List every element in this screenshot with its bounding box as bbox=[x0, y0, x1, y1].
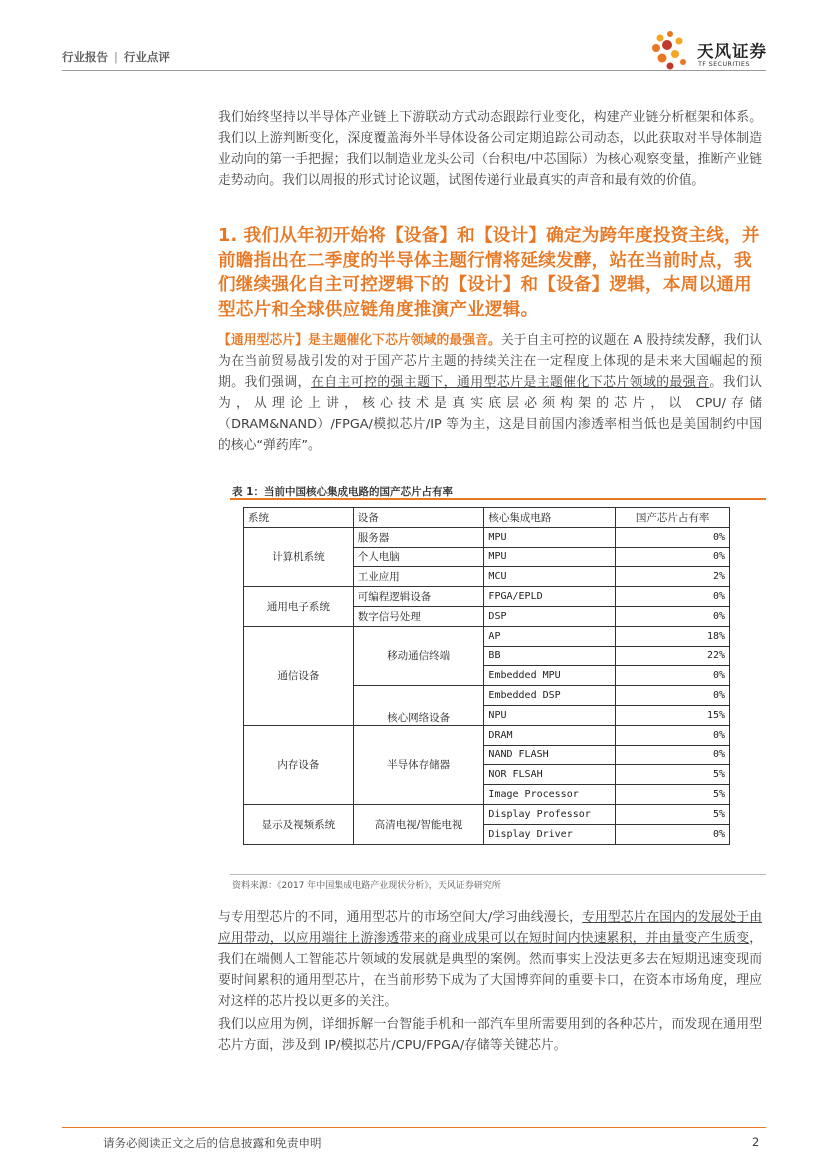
cell-share: 0% bbox=[616, 666, 730, 686]
cell-share: 0% bbox=[616, 725, 730, 745]
cell-device: 个人电脑 bbox=[353, 547, 484, 567]
cell-chip: MPU bbox=[484, 527, 616, 547]
paragraph-lead: 【通用型芯片】是主题催化下芯片领域的最强音。 bbox=[218, 333, 501, 348]
table-header-row bbox=[244, 508, 730, 528]
table-row bbox=[244, 527, 730, 547]
cell-share: 0% bbox=[616, 745, 730, 765]
th-device: 设备 bbox=[353, 508, 484, 528]
cell-chip: MPU bbox=[484, 547, 616, 567]
cell-share: 18% bbox=[616, 626, 730, 646]
cell-share: 15% bbox=[616, 705, 730, 725]
header-divider bbox=[62, 70, 766, 71]
cell-chip: BB bbox=[484, 646, 616, 666]
cell-share: 2% bbox=[616, 567, 730, 587]
cell-device: 高清电视/智能电视 bbox=[353, 804, 484, 844]
table-caption-rule bbox=[230, 498, 766, 500]
paragraph-text: 关于自主可控的议题在 A 股持续发酵，我们认为在当前贸易战引发的对于国产芯片主题的持续关注在一定程度上体现的是未来大国崛起的预期。我们强调， bbox=[218, 333, 763, 390]
header-separator: | bbox=[114, 50, 118, 64]
logo-subtitle: TF SECURITIES bbox=[698, 60, 750, 68]
cell-share: 0% bbox=[616, 587, 730, 607]
intro-paragraph: 我们始终坚持以半导体产业链上下游联动方式动态跟踪行业变化，构建产业链分析框架和体系。我们以上游判断变化，深度覆盖海外半导体设备公司定期追踪公司动态，以此获取对半导体制造业动向的第一手把握；我们以制造业龙头公司（台积电/中芯国际）为核心观察变量，推断产业链走势动向。我们以周报的形式讨论议题，试图传递行业最真实的声音和最有效的价值。 bbox=[218, 110, 762, 188]
underlined-emphasis: 在自主可控的强主题下，通用型芯片是主题催化下芯片领域的最强音 bbox=[310, 375, 710, 390]
chip-share-table bbox=[243, 507, 730, 845]
th-chip: 核心集成电路 bbox=[484, 508, 616, 528]
cell-share: 5% bbox=[616, 804, 730, 824]
cell-chip: DRAM bbox=[484, 725, 616, 745]
th-system: 系统 bbox=[244, 508, 354, 528]
cell-chip: Display Driver bbox=[484, 824, 616, 844]
cell-share: 5% bbox=[616, 785, 730, 805]
cell-system: 内存设备 bbox=[244, 725, 354, 804]
cell-share: 0% bbox=[616, 547, 730, 567]
header-report-type: 行业报告 bbox=[62, 50, 108, 64]
table-row bbox=[244, 725, 730, 745]
cell-share: 0% bbox=[616, 686, 730, 706]
cell-share: 0% bbox=[616, 606, 730, 626]
paragraph-general-chips bbox=[218, 330, 762, 456]
cell-chip: Image Processor bbox=[484, 785, 616, 805]
cell-chip: FPGA/EPLD bbox=[484, 587, 616, 607]
cell-device: 数字信号处理 bbox=[353, 606, 484, 626]
paragraph-application: 我们以应用为例，详细拆解一台智能手机和一部汽车里所需要用到的各种芯片，而发现在通用型芯片方面，涉及到 IP/模拟芯片/CPU/FPGA/存储等关键芯片。 bbox=[218, 1017, 762, 1053]
cell-system: 计算机系统 bbox=[244, 527, 354, 586]
cell-chip: Embedded DSP bbox=[484, 686, 616, 706]
table-caption: 表 1：当前中国核心集成电路的国产芯片占有率 bbox=[232, 486, 453, 498]
cell-device: 工业应用 bbox=[353, 567, 484, 587]
cell-system: 显示及视频系统 bbox=[244, 804, 354, 844]
page-number: 2 bbox=[752, 1135, 760, 1149]
th-share: 国产芯片占有率 bbox=[616, 508, 730, 528]
cell-device: 核心网络设备 bbox=[353, 686, 484, 726]
cell-chip: MCU bbox=[484, 567, 616, 587]
cell-share: 0% bbox=[616, 527, 730, 547]
cell-system: 通信设备 bbox=[244, 626, 354, 725]
table-row bbox=[244, 587, 730, 607]
cell-share: 5% bbox=[616, 765, 730, 785]
table-source-rule bbox=[230, 874, 766, 875]
footer-disclaimer: 请务必阅读正文之后的信息披露和免责申明 bbox=[103, 1136, 322, 1150]
paragraph-text: ，我们在端侧人工智能芯片领域的发展就是典型的案例。然而事实上没法更多去在短期迅速变现而要时间累积的通用型芯片，在当前形势下成为了大国博弈间的重要卡口，在资本市场角度，理应对这样的芯片投以更多的关注。 bbox=[218, 931, 762, 1009]
cell-chip: Embedded MPU bbox=[484, 666, 616, 686]
paragraph-text: 与专用型芯片的不同，通用型芯片的市场空间大/学习曲线漫长， bbox=[218, 910, 583, 925]
header-report-subtype: 行业点评 bbox=[123, 50, 170, 64]
cell-device: 服务器 bbox=[353, 527, 484, 547]
paragraph-special-chips bbox=[218, 907, 762, 1012]
cell-chip: DSP bbox=[484, 606, 616, 626]
table-row bbox=[244, 626, 730, 646]
table-source: 资料来源：《2017 年中国集成电路产业现状分析》，天风证券研究所 bbox=[232, 881, 501, 891]
logo-name: 天风证券 bbox=[697, 42, 767, 61]
footer-divider bbox=[62, 1127, 766, 1128]
section-heading: 1. 我们从年初开始将【设备】和【设计】确定为跨年度投资主线，并前瞻指出在二季度的半导体主题行情将延续发酵，站在当前时点，我们继续强化自主可控逻辑下的【设计】和【设备】逻辑，本周以通用型芯片和全球供应链角度推演产业逻辑。 bbox=[218, 226, 760, 320]
cell-share: 0% bbox=[616, 824, 730, 844]
table-row bbox=[244, 804, 730, 824]
underlined-emphasis: 专用型芯片在国内的发展处于由应用带动，以应用端往上游渗透带来的商业成果可以在短时间内快速累积，并由量变产生质变 bbox=[218, 910, 762, 946]
cell-device: 可编程逻辑设备 bbox=[353, 587, 484, 607]
header-breadcrumb bbox=[62, 49, 170, 65]
cell-device: 移动通信终端 bbox=[353, 626, 484, 685]
cell-chip: Display Professor bbox=[484, 804, 616, 824]
cell-chip: NAND FLASH bbox=[484, 745, 616, 765]
cell-device: 半导体存储器 bbox=[353, 725, 484, 804]
cell-system: 通用电子系统 bbox=[244, 587, 354, 627]
cell-chip: AP bbox=[484, 626, 616, 646]
cell-chip: NPU bbox=[484, 705, 616, 725]
cell-share: 22% bbox=[616, 646, 730, 666]
cell-chip: NOR FLSAH bbox=[484, 765, 616, 785]
paragraph-text: 。我们认为，从理论上讲，核心技术是真实底层必须构架的芯片，以 CPU/存储（DRAM&NAND）/FPGA/模拟芯片/IP 等为主，这是目前国内渗透率相当低也是美国制约中国的核心“弹药库”。 bbox=[218, 375, 763, 453]
